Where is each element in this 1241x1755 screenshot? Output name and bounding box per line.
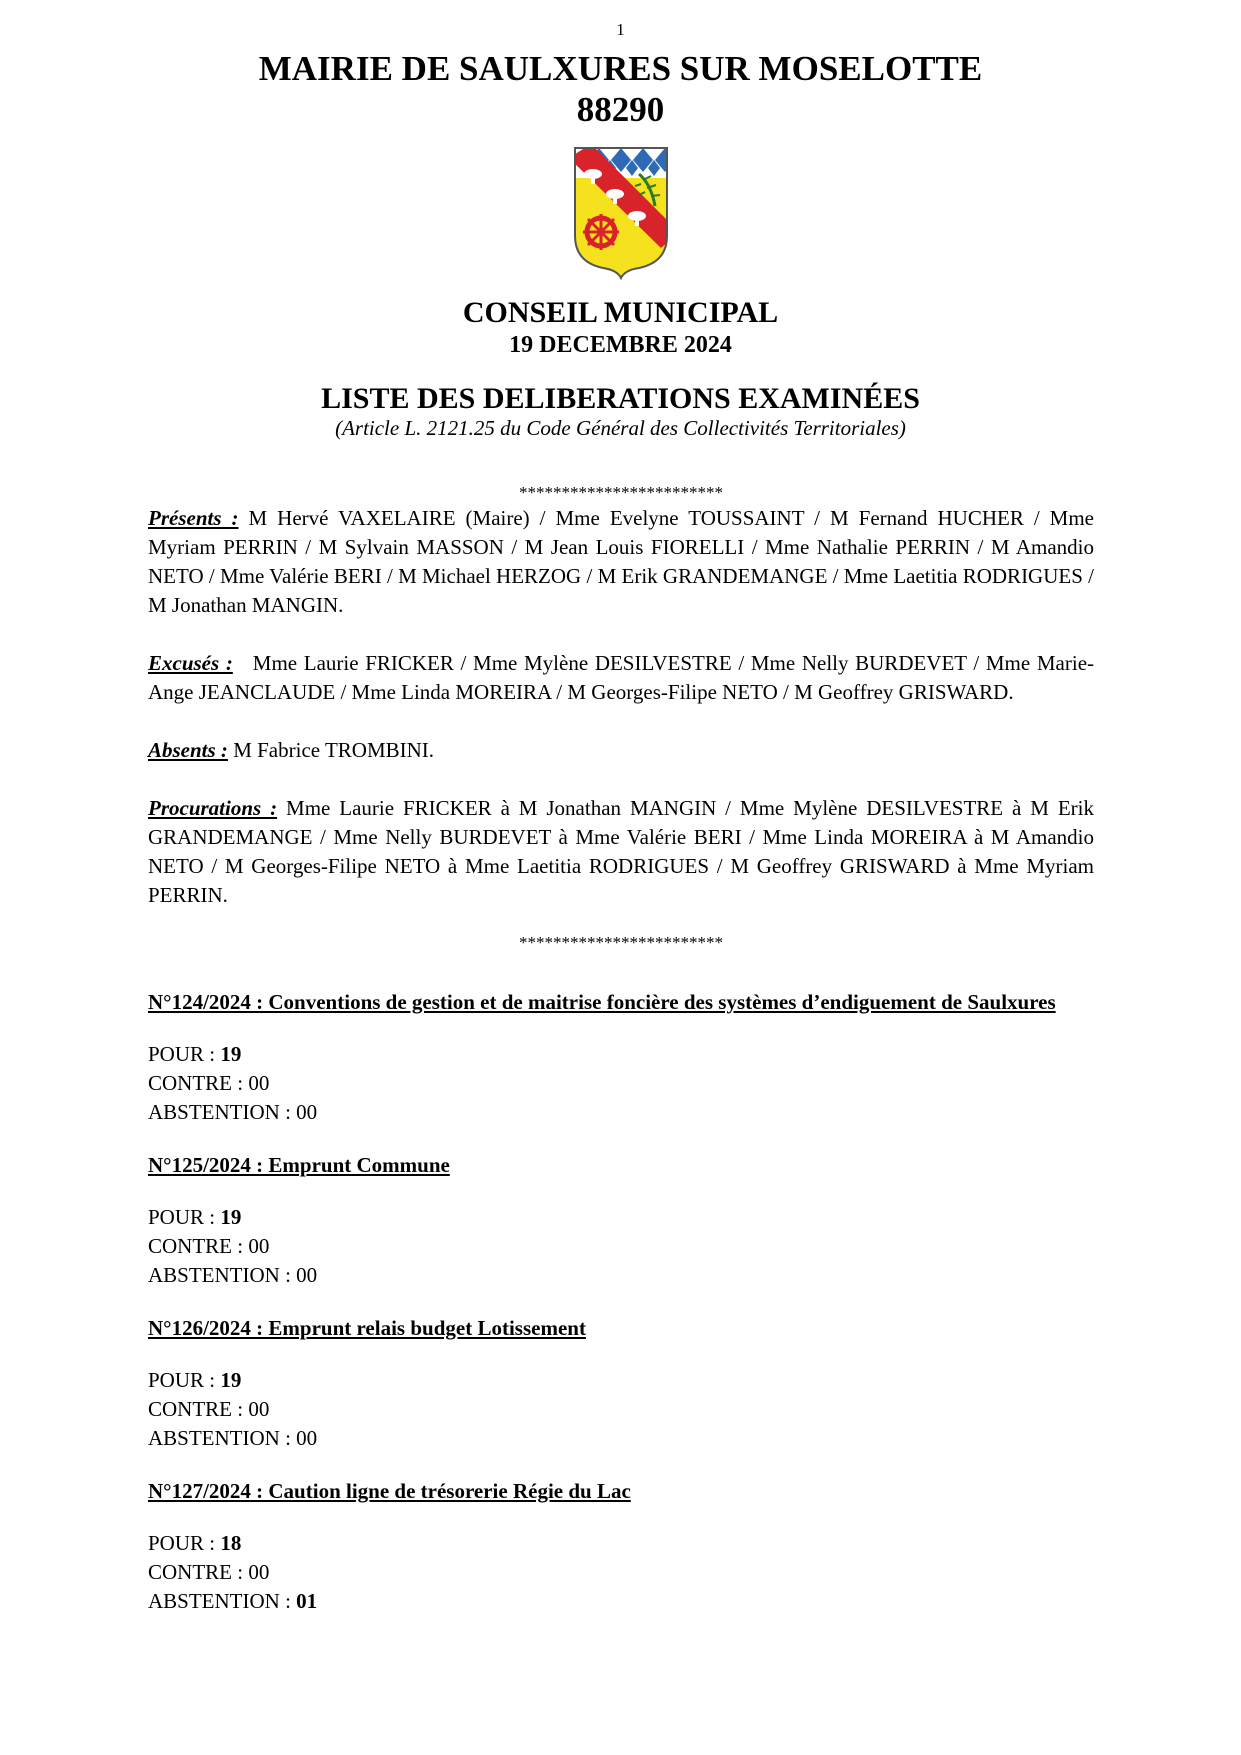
list-subtitle: (Article L. 2121.25 du Code Général des Collectivités Territoriales) [335,416,906,440]
vote-contre [148,1232,1094,1261]
vote-abstention-label: ABSTENTION : [148,1426,297,1450]
council-title: CONSEIL MUNICIPAL [462,296,779,329]
vote-pour-value: 18 [220,1531,242,1555]
vote-abstention [148,1587,1094,1616]
vote-contre-label: CONTRE : [148,1397,249,1421]
presents-paragraph [148,504,1094,620]
absents-text: M Fabrice TROMBINI. [227,738,435,762]
procurations-text: Mme Laurie FRICKER à M Jonathan MANGIN / Mme Mylène DESILVESTRE à M Erik GRANDEMANGE / Mme Nelly BURDEVET à Mme Valérie BERI / Mme Linda MOREIRA à M Amandio NETO / M Georges-Filipe NETO à Mme Laetitia RODRIGUES / M Geoffrey GRISWARD à Mme Myriam PERRIN. [148,796,1095,907]
procurations-paragraph [148,794,1094,910]
vote-contre-label: CONTRE : [148,1560,249,1584]
deliberation-title: N°124/2024 : Conventions de gestion et de maitrise foncière des systèmes d’endiguement de Saulxures [148,990,1056,1014]
separator-bottom: ************************ [519,933,723,952]
vote-contre [148,1558,1094,1587]
page-number: 1 [616,20,625,39]
vote-pour [148,1040,1094,1069]
vote-pour-value: 19 [220,1042,242,1066]
separator-top: ************************ [519,483,723,502]
vote-abstention [148,1261,1094,1290]
council-date: 19 DECEMBRE 2024 [509,332,732,358]
vote-abstention-value: 01 [296,1589,318,1613]
deliberation-title: N°127/2024 : Caution ligne de trésorerie Régie du Lac [148,1479,631,1503]
document-body [148,482,1094,1616]
vote-pour-label: POUR : [148,1531,221,1555]
deliberation-title: N°126/2024 : Emprunt relais budget Lotissement [148,1316,586,1340]
vote-contre-value: 00 [248,1560,270,1584]
absents-label: Absents : [148,738,228,762]
vote-abstention-value: 00 [296,1263,318,1287]
vote-abstention-value: 00 [296,1426,318,1450]
vote-contre [148,1069,1094,1098]
vote-contre-value: 00 [248,1071,270,1095]
vote-pour-value: 19 [220,1205,242,1229]
coat-of-arms-icon [569,144,673,280]
vote-contre-value: 00 [248,1397,270,1421]
vote-contre-label: CONTRE : [148,1234,249,1258]
vote-abstention-label: ABSTENTION : [148,1589,297,1613]
vote-abstention [148,1098,1094,1127]
vote-contre-label: CONTRE : [148,1071,249,1095]
vote-pour-label: POUR : [148,1042,221,1066]
document-header [0,48,1241,441]
vote-pour-label: POUR : [148,1368,221,1392]
procurations-label: Procurations : [148,796,278,820]
deliberation-title: N°125/2024 : Emprunt Commune [148,1153,450,1177]
postal-code: 88290 [576,90,665,129]
vote-abstention-label: ABSTENTION : [148,1263,297,1287]
vote-abstention-label: ABSTENTION : [148,1100,297,1124]
excuses-paragraph [148,649,1094,707]
vote-pour-value: 19 [220,1368,242,1392]
vote-abstention [148,1424,1094,1453]
mairie-title: MAIRIE DE SAULXURES SUR MOSELOTTE [258,49,983,88]
excuses-text: Mme Laurie FRICKER / Mme Mylène DESILVESTRE / Mme Nelly BURDEVET / Mme Marie-Ange JEANCLAUDE / Mme Linda MOREIRA / M Georges-Filipe NETO / M Geoffrey GRISWARD. [148,651,1095,704]
vote-contre [148,1395,1094,1424]
vote-pour [148,1366,1094,1395]
vote-pour [148,1529,1094,1558]
vote-contre-value: 00 [248,1234,270,1258]
vote-pour-label: POUR : [148,1205,221,1229]
excuses-label: Excusés : [148,651,233,675]
presents-text: M Hervé VAXELAIRE (Maire) / Mme Evelyne TOUSSAINT / M Fernand HUCHER / Mme Myriam PERRIN / M Sylvain MASSON / M Jean Louis FIORELLI / Mme Nathalie PERRIN / M Amandio NETO / Mme Valérie BERI / M Michael HERZOG / M Erik GRANDEMANGE / Mme Laetitia RODRIGUES / M Jonathan MANGIN. [148,506,1094,617]
list-title: LISTE DES DELIBERATIONS EXAMINÉES [321,382,920,415]
presents-label: Présents : [148,506,239,530]
vote-pour [148,1203,1094,1232]
vote-abstention-value: 00 [296,1100,318,1124]
absents-paragraph [148,736,1094,765]
